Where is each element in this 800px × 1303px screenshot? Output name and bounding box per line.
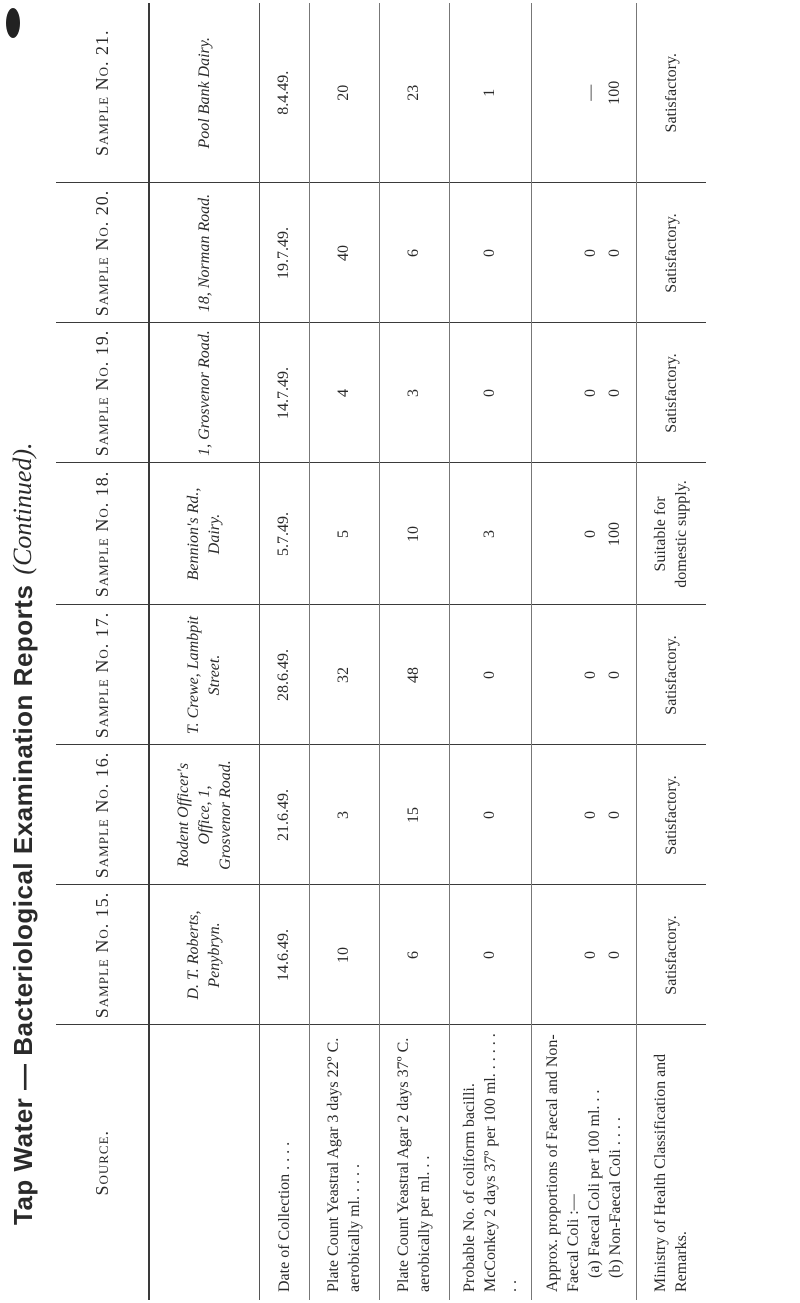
faecal-value: 0 [581,249,599,257]
source-header: Source. [56,1025,149,1300]
table-row [531,3,636,1300]
faecal-value: 0 [581,671,599,679]
table-row [636,3,706,1300]
row-sublabel-b: (b) Non-Faecal Coli . . . . [606,1117,624,1278]
value-cell: 3 [449,463,531,605]
value-cell: 8.4.49. [259,3,309,183]
value-cell: 14.6.49. [259,885,309,1025]
value-cell: 0 [449,183,531,323]
sample-header: Sample No. 16. [56,745,149,885]
sample-header: Sample No. 18. [56,463,149,605]
table-row [449,3,531,1300]
value-cell: 0 [449,605,531,745]
table-row [309,3,379,1300]
source-cell: Rodent Officer's Office, 1, Grosvenor Road. [149,745,259,885]
value-cell: 0 [449,745,531,885]
remark-cell: Satisfactory. [636,605,706,745]
faecal-value: 0 [581,951,599,959]
sample-header: Sample No. 15. [56,885,149,1025]
source-cell: D. T. Roberts, Penybryn. [149,885,259,1025]
source-cell: Pool Bank Dairy. [149,3,259,183]
source-cell: T. Crewe, Lambpit Street. [149,605,259,745]
remark-cell: Satisfactory. [636,323,706,463]
report-table [56,3,706,1300]
non-faecal-value: 0 [605,389,623,397]
value-cell: 0 [449,323,531,463]
value-cell: 0 [449,885,531,1025]
row-label: Approx. proportions of Faecal and Non-Faecal Coli :— [543,1034,582,1292]
value-cell: 3 [309,745,379,885]
value-cell: 20 [309,3,379,183]
faecal-value: 0 [581,811,599,819]
value-cell: 6 [379,885,449,1025]
source-cell: 1, Grosvenor Road. [149,323,259,463]
source-cell: 18, Norman Road. [149,183,259,323]
value-cell: 19.7.49. [259,183,309,323]
row-label: Probable No. of coliform bacilli. McConkey 2 days 37º per 100 ml. . . . . . . . [449,1025,531,1300]
value-cell: 10 [379,463,449,605]
value-cell: 14.7.49. [259,323,309,463]
row-label: Plate Count Yeastral Agar 3 days 22º C. aerobically ml. . . . . [309,1025,379,1300]
sample-header: Sample No. 21. [56,3,149,183]
value-cell: 28.6.49. [259,605,309,745]
header-row [56,3,149,1300]
faecal-value: — [581,84,599,101]
value-cell: 32 [309,605,379,745]
row-label: Date of Collection . . . . [259,1025,309,1300]
value-cell: 48 [379,605,449,745]
value-cell: 4 [309,323,379,463]
remark-cell: Satisfactory. [636,885,706,1025]
row-label: Plate Count Yeastral Agar 2 days 37º C. aerobically per ml. . . [379,1025,449,1300]
table-row [259,3,309,1300]
value-cell: 6 [379,183,449,323]
table-row [379,3,449,1300]
value-cell: 40 [309,183,379,323]
value-cell: 5 [309,463,379,605]
remark-cell: Satisfactory. [636,183,706,323]
page-title [0,0,46,1303]
non-faecal-value: 0 [605,671,623,679]
report-table-wrapper [56,3,706,1300]
ink-blot [6,8,20,38]
non-faecal-value: 100 [605,80,623,105]
value-cell: 15 [379,745,449,885]
non-faecal-value: 0 [605,811,623,819]
value-cell: 1 [449,3,531,183]
source-row [149,3,259,1300]
value-cell: 5.7.49. [259,463,309,605]
sample-header: Sample No. 17. [56,605,149,745]
remark-cell: Satisfactory. [636,3,706,183]
source-cell: Bennion's Rd., Dairy. [149,463,259,605]
title-continued: (Continued). [8,442,37,575]
non-faecal-value: 0 [605,951,623,959]
remark-cell: Suitable for domestic supply. [636,463,706,605]
row-sublabel-a: (a) Faecal Coli per 100 ml. . . [585,1089,603,1278]
faecal-value: 0 [581,389,599,397]
title-main: Tap Water — Bacteriological Examination Reports [7,584,38,1225]
value-cell: 10 [309,885,379,1025]
non-faecal-value: 100 [605,522,623,546]
faecal-value: 0 [581,530,599,538]
remark-cell: Satisfactory. [636,745,706,885]
value-cell: 3 [379,323,449,463]
value-cell: 21.6.49. [259,745,309,885]
sample-header: Sample No. 19. [56,323,149,463]
non-faecal-value: 0 [605,249,623,257]
value-cell: 23 [379,3,449,183]
row-label: Ministry of Health Classification and Remarks. [652,1053,691,1292]
sample-header: Sample No. 20. [56,183,149,323]
